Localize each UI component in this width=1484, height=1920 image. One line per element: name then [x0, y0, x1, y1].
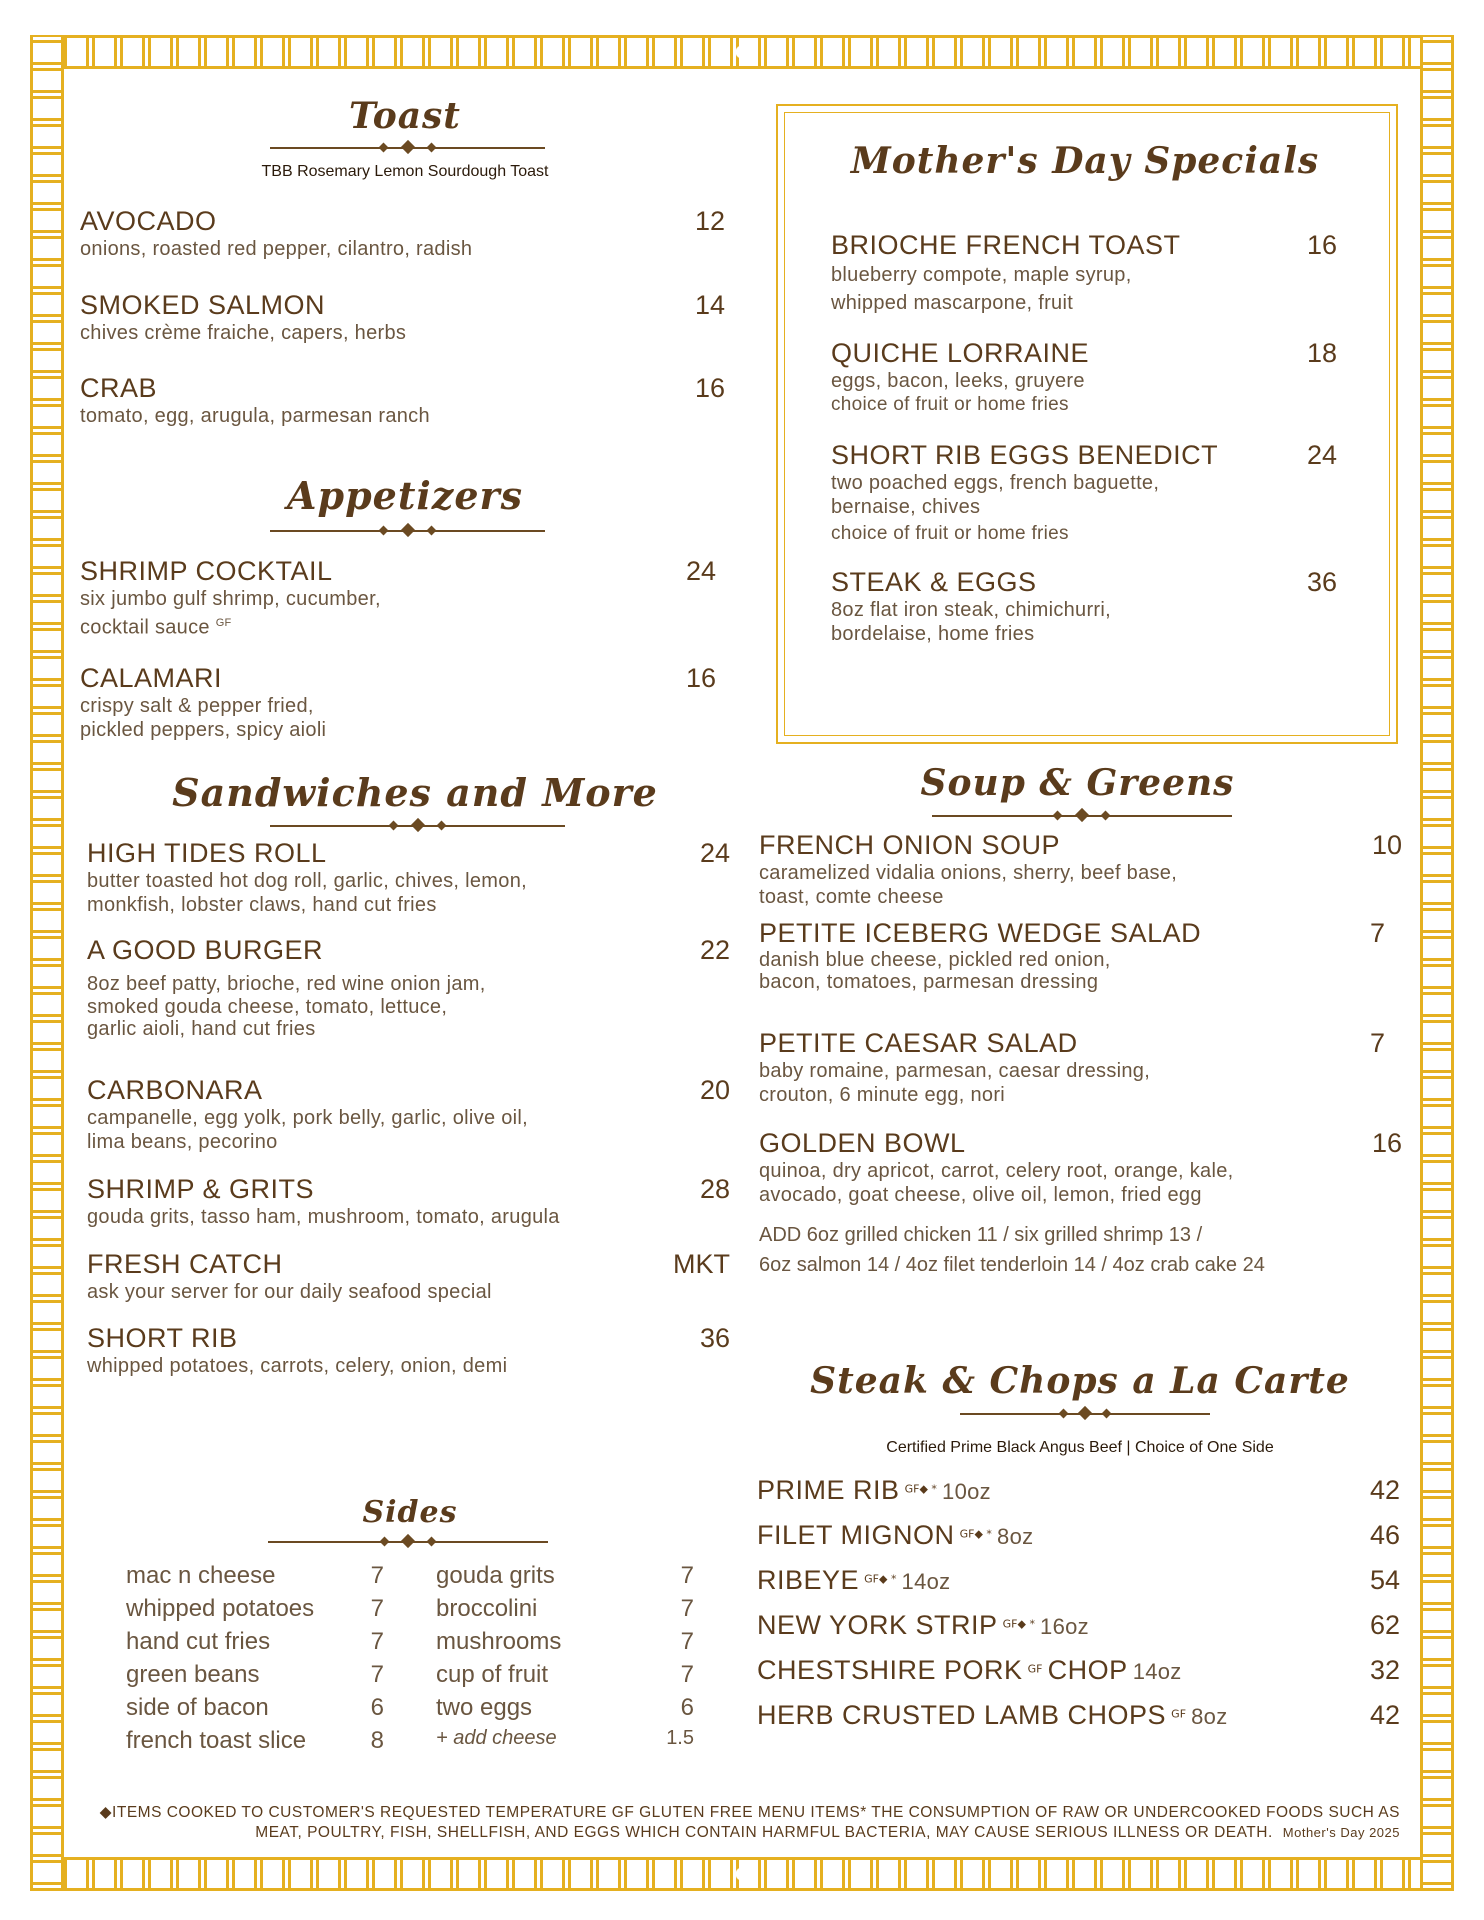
soup-title: Soup & Greens — [920, 762, 1235, 804]
menu-item — [87, 1075, 730, 1154]
toast-title: Toast — [349, 95, 461, 137]
item-desc: bernaise, chives — [831, 496, 981, 518]
item-name: RIBEYE — [757, 1565, 860, 1595]
item-name: GOLDEN BOWL — [759, 1128, 966, 1158]
sides-title: Sides — [362, 1495, 458, 1530]
item-desc: lima beans, pecorino — [87, 1131, 278, 1153]
list-item: cup of fruit 7 — [436, 1661, 694, 1688]
item-name: CARBONARA — [87, 1075, 263, 1105]
gf-marks: GF◆ * — [959, 1527, 992, 1541]
menu-item — [757, 1520, 1400, 1551]
item-price: 20 — [699, 1075, 730, 1105]
item-desc: two poached eggs, french baguette, — [831, 472, 1160, 494]
gf-marks: GF◆ * — [904, 1482, 937, 1496]
item-name: CRAB — [80, 373, 158, 403]
item-desc: bordelaise, home fries — [831, 623, 1035, 645]
sandwiches-title: Sandwiches and More — [172, 770, 658, 815]
menu-item — [80, 206, 725, 261]
menu-item — [757, 1655, 1400, 1686]
item-price: 24 — [1306, 440, 1337, 470]
menu-item — [80, 663, 716, 742]
item-name: QUICHE LORRAINE — [831, 338, 1090, 368]
menu-item — [87, 838, 730, 917]
edition-label: Mother's Day 2025 — [1282, 1825, 1400, 1840]
item-price: 28 — [699, 1174, 730, 1204]
border-bottom — [30, 1857, 1454, 1891]
disclaimer-line-2: MEAT, POULTRY, FISH, SHELLFISH, AND EGGS WHICH CONTAIN HARMFUL BACTERIA, MAY CAUSE SERIOUS ILLNESS OR DEATH. Mother's Day 2025 — [255, 1824, 1400, 1841]
menu-item — [759, 1028, 1385, 1107]
item-name: HERB CRUSTED LAMB CHOPS — [757, 1700, 1167, 1730]
item-desc: gouda grits, tasso ham, mushroom, tomato, arugula — [87, 1206, 560, 1228]
item-desc: danish blue cheese, pickled red onion, — [759, 949, 1111, 971]
item-name: SHRIMP & GRITS — [87, 1174, 315, 1204]
appetizers-divider — [270, 530, 545, 532]
item-desc: whipped potatoes, carrots, celery, onion, demi — [87, 1355, 508, 1377]
border-right — [1420, 35, 1454, 1891]
item-name: STEAK & EGGS — [831, 567, 1037, 597]
item-name: PETITE ICEBERG WEDGE SALAD — [759, 918, 1202, 948]
item-price: 54 — [1369, 1565, 1400, 1595]
item-name: A GOOD BURGER — [87, 935, 324, 965]
menu-item — [757, 1565, 1400, 1596]
item-desc: ask your server for our daily seafood special — [87, 1281, 492, 1303]
item-desc: pickled peppers, spicy aioli — [80, 719, 327, 741]
item-name: SMOKED SALMON — [80, 290, 326, 320]
list-item: green beans 7 — [126, 1661, 384, 1688]
menu-item — [757, 1700, 1400, 1731]
item-desc: quinoa, dry apricot, carrot, celery root, orange, kale, — [759, 1160, 1234, 1182]
item-price: 24 — [685, 556, 716, 586]
item-weight: 8oz — [997, 1524, 1034, 1549]
item-desc: garlic aioli, hand cut fries — [87, 1018, 316, 1040]
menu-item — [757, 1610, 1400, 1641]
list-item: two eggs 6 — [436, 1694, 694, 1721]
item-desc: bacon, tomatoes, parmesan dressing — [759, 971, 1099, 993]
item-desc: tomato, egg, arugula, parmesan ranch — [80, 405, 430, 427]
item-price: 16 — [685, 663, 716, 693]
item-name: BRIOCHE FRENCH TOAST — [831, 230, 1181, 260]
sides-left-list — [126, 1562, 384, 1760]
item-desc: smoked gouda cheese, tomato, lettuce, — [87, 996, 448, 1018]
list-item: side of bacon 6 — [126, 1694, 384, 1721]
item-price: 24 — [699, 838, 730, 868]
sides-right-list — [436, 1562, 694, 1760]
item-price: 7 — [1369, 918, 1385, 948]
disclaimer-line-1: ◆ITEMS COOKED TO CUSTOMER'S REQUESTED TEMPERATURE GF GLUTEN FREE MENU ITEMS* THE CONSUMPTION OF RAW OR UNDERCOOKED FOODS SUCH AS — [99, 1804, 1400, 1821]
item-weight: 14oz — [901, 1569, 951, 1594]
item-name: NEW YORK STRIP — [757, 1610, 998, 1640]
item-name: PRIME RIB — [757, 1475, 900, 1505]
steaks-title: Steak & Chops a La Carte — [810, 1360, 1350, 1402]
menu-item — [87, 1323, 730, 1378]
menu-item — [87, 1174, 730, 1229]
item-name-suffix: CHOP — [1047, 1655, 1128, 1685]
item-price: 32 — [1369, 1655, 1400, 1685]
item-price: 16 — [694, 373, 725, 403]
item-desc: choice of fruit or home fries — [831, 523, 1069, 544]
menu-item — [87, 1249, 730, 1304]
menu-item — [759, 1128, 1402, 1207]
list-item: broccolini 7 — [436, 1595, 694, 1622]
item-weight: 8oz — [1191, 1704, 1228, 1729]
item-desc: crouton, 6 minute egg, nori — [759, 1084, 1006, 1106]
item-weight: 14oz — [1132, 1659, 1182, 1684]
item-name: SHRIMP COCKTAIL — [80, 556, 333, 586]
item-price: 46 — [1369, 1520, 1400, 1550]
item-desc: 8oz flat iron steak, chimichurri, — [831, 599, 1111, 621]
add-protein-line-2: 6oz salmon 14 / 4oz filet tenderloin 14 / 4oz crab cake 24 — [759, 1254, 1265, 1276]
menu-item — [80, 290, 725, 345]
toast-subtitle: TBB Rosemary Lemon Sourdough Toast — [261, 163, 549, 180]
list-item: whipped potatoes 7 — [126, 1595, 384, 1622]
item-price: 22 — [699, 935, 730, 965]
item-name: SHORT RIB EGGS BENEDICT — [831, 440, 1219, 470]
item-price: 36 — [699, 1323, 730, 1353]
item-name: AVOCADO — [80, 206, 217, 236]
add-protein-line-1: ADD 6oz grilled chicken 11 / six grilled shrimp 13 / — [759, 1224, 1203, 1246]
menu-item — [831, 440, 1337, 546]
appetizers-title: Appetizers — [287, 473, 523, 518]
gf-marks: GF — [1027, 1662, 1043, 1676]
menu-item — [759, 830, 1402, 909]
item-price: 10 — [1371, 830, 1402, 860]
item-price: 42 — [1369, 1700, 1400, 1730]
item-desc: chives crème fraiche, capers, herbs — [80, 322, 407, 344]
border-left — [30, 35, 64, 1891]
menu-item — [831, 338, 1337, 417]
item-desc: caramelized vidalia onions, sherry, beef base, — [759, 862, 1178, 884]
list-item: mac n cheese 7 — [126, 1562, 384, 1589]
gf-marks: GF — [1171, 1707, 1187, 1721]
footer-disclaimer — [90, 1803, 1400, 1843]
item-desc: blueberry compote, maple syrup, — [831, 264, 1132, 286]
item-name: CALAMARI — [80, 663, 223, 693]
gf-mark: GF — [215, 617, 232, 629]
specials-title: Mother's Day Specials — [850, 140, 1320, 182]
item-desc: 8oz beef patty, brioche, red wine onion jam, — [87, 973, 486, 995]
soup-divider — [932, 815, 1232, 817]
item-desc: crispy salt & pepper fried, — [80, 695, 314, 717]
toast-divider — [270, 147, 545, 149]
gf-marks: GF◆ * — [864, 1572, 897, 1586]
item-name: FRENCH ONION SOUP — [759, 830, 1061, 860]
item-name: SHORT RIB — [87, 1323, 238, 1353]
list-item: french toast slice 8 — [126, 1727, 384, 1754]
item-desc: campanelle, egg yolk, pork belly, garlic, olive oil, — [87, 1107, 528, 1129]
item-name: FILET MIGNON — [757, 1520, 955, 1550]
item-price: 12 — [694, 206, 725, 236]
item-desc: toast, comte cheese — [759, 886, 944, 908]
item-price: 16 — [1371, 1128, 1402, 1158]
item-price: 42 — [1369, 1475, 1400, 1505]
item-desc: cocktail sauce $^{GF}$ — [80, 616, 232, 639]
item-price: 62 — [1369, 1610, 1400, 1640]
sandwiches-divider — [270, 825, 565, 827]
steaks-divider — [960, 1413, 1210, 1415]
gf-marks: GF◆ * — [1002, 1617, 1035, 1631]
item-name: HIGH TIDES ROLL — [87, 838, 327, 868]
item-desc: six jumbo gulf shrimp, cucumber, — [80, 588, 381, 610]
item-name: CHESTSHIRE PORK — [757, 1655, 1023, 1685]
menu-item — [87, 935, 730, 1040]
border-top — [30, 35, 1454, 69]
menu-item — [757, 1475, 1400, 1506]
list-item: gouda grits 7 — [436, 1562, 694, 1589]
item-desc: avocado, goat cheese, olive oil, lemon, fried egg — [759, 1184, 1202, 1206]
item-name: PETITE CAESAR SALAD — [759, 1028, 1078, 1058]
steaks-subtitle: Certified Prime Black Angus Beef | Choice of One Side — [886, 1439, 1274, 1456]
menu-item — [80, 556, 716, 640]
item-price: 14 — [694, 290, 725, 320]
item-price: MKT — [673, 1249, 730, 1279]
menu-item — [831, 567, 1337, 646]
item-price: 7 — [1369, 1028, 1385, 1058]
list-item: hand cut fries 7 — [126, 1628, 384, 1655]
sides-divider — [268, 1541, 548, 1543]
item-price: 18 — [1306, 338, 1337, 368]
item-desc: monkfish, lobster claws, hand cut fries — [87, 894, 437, 916]
menu-item — [759, 918, 1385, 993]
item-price: 16 — [1306, 230, 1337, 260]
item-desc: onions, roasted red pepper, cilantro, radish — [80, 238, 473, 260]
item-desc: baby romaine, parmesan, caesar dressing, — [759, 1060, 1151, 1082]
list-item: mushrooms 7 — [436, 1628, 694, 1655]
menu-item — [80, 373, 725, 428]
item-desc: whipped mascarpone, fruit — [831, 292, 1074, 314]
item-price: 36 — [1306, 567, 1337, 597]
item-weight: 10oz — [942, 1479, 991, 1504]
specials-box — [776, 104, 1398, 744]
item-desc: butter toasted hot dog roll, garlic, chives, lemon, — [87, 870, 527, 892]
item-desc: choice of fruit or home fries — [831, 394, 1069, 415]
item-desc: eggs, bacon, leeks, gruyere — [831, 370, 1085, 392]
list-item: + add cheese 1.5 — [436, 1727, 694, 1749]
item-weight: 16oz — [1040, 1614, 1089, 1639]
menu-item — [831, 230, 1337, 317]
item-name: FRESH CATCH — [87, 1249, 283, 1279]
